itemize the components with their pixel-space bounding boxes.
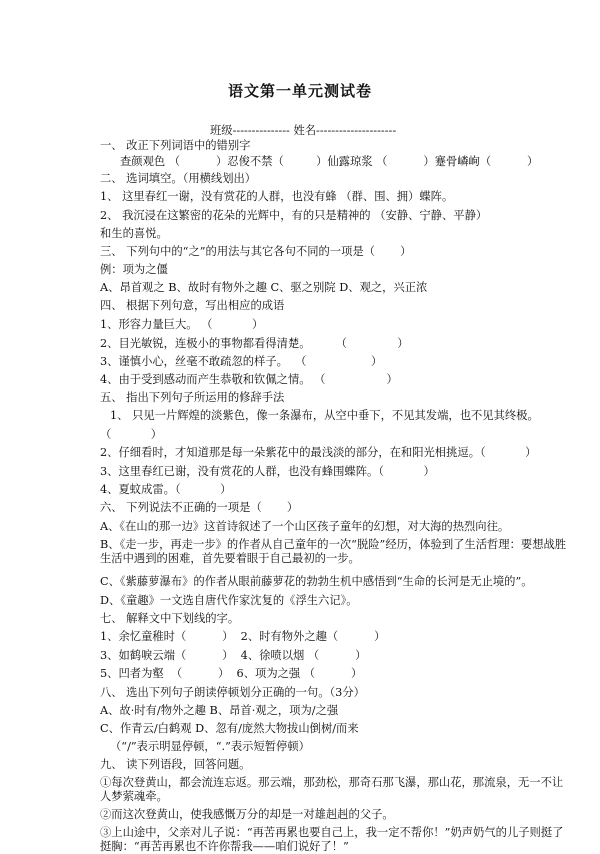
section-1-items: 查颜观色 （ ）忍俊不禁（ ）仙露琼浆 （ ）蹇骨嶙峋（ ） — [120, 155, 539, 168]
section-8-heading: 八、 选出下列句子朗读停顿划分正确的一句。（3分） — [100, 686, 365, 699]
section-7-heading: 七、 解释文中下划线的字。 — [100, 612, 240, 625]
section-8-note: （“/”表示明显停顿，“.”表示短暂停顿） — [110, 740, 310, 753]
section-5-q1: 1、 只见一片辉煌的淡紫色，像一条瀑布，从空中垂下，不见其发端，也不见其终极。 — [110, 409, 539, 422]
section-2-heading: 二、 选词填空。（用横线划出） — [100, 172, 257, 185]
section-4-q2: 2、目光敏锐，连极小的事物都看得清楚。 （ ） — [100, 337, 409, 350]
section-3-options: A、昂首观之 B、故时有物外之趣 C、驱之别院 D、观之，兴正浓 — [100, 281, 428, 294]
section-9-heading: 九、 读下列语段，回答问题。 — [100, 758, 251, 771]
passage-para-3: ③上山途中，父亲对儿子说：“再苦再累也要自己上，我一定不帮你！”奶声奶气的儿子则挺了挺胸：“再苦再累也不许你帮我——咱们说好了！” — [100, 826, 564, 853]
section-6-heading: 六、 下列说法不正确的一项是（ ） — [100, 501, 299, 514]
section-5-q1-answer: （ ） — [100, 428, 163, 441]
section-6-option-a: A、《在山的那一边》这首诗叙述了一个山区孩子童年的幻想，对大海的热烈向往。 — [100, 520, 510, 533]
section-5-q4: 4、夏蚊成雷。（ ） — [100, 483, 232, 496]
section-7-row3: 5、凹者为壑 （ ） 6、项为之强 （ ） — [100, 667, 363, 680]
section-2-q1: 1、 这里春红一谢，没有赏花的人群，也没有蜂 （群、围、拥）蝶阵。 — [100, 190, 454, 203]
section-5-heading: 五、 指出下列句子所运用的修辞手法 — [100, 391, 285, 404]
passage-para-2: ②而这次登黄山，使我感慨万分的却是一对雄赳赳的父子。 — [100, 808, 394, 821]
section-3-heading: 三、 下列句中的“之”的用法与其它各句不同的一项是（ ） — [100, 245, 412, 258]
section-4-q1: 1、形容力量巨大。 （ ） — [100, 318, 264, 331]
class-name-line: 班级--------------- 姓名--------------------- — [210, 124, 397, 137]
section-7-row1: 1、余忆童稚时（ ） 2、时有物外之趣（ ） — [100, 630, 386, 643]
section-8-option-ab: A、故·时有/物外之趣 B、昂首·观之，项为/之强 — [100, 704, 339, 717]
passage-para-1: ①每次登黄山，都会流连忘返。那云端，那劲松，那奇石那飞瀑，那山花，那流泉，无一不让人梦萦魂牵。 — [100, 776, 564, 803]
section-7-row2: 3、如鹤唳云端（ ） 4、徐喷以烟 （ ） — [100, 649, 367, 662]
section-5-q2: 2、仔细看时，才知道那是每一朵紫花中的最浅淡的部分，在和阳光相挑逗。（ ） — [100, 446, 537, 459]
section-4-heading: 四、 根据下列句意，写出相应的成语 — [100, 299, 285, 312]
section-3-example: 例：项为之僵 — [100, 263, 168, 276]
page-title: 语文第一单元测试卷 — [227, 82, 372, 100]
section-6-option-b: B、《走一步，再走一步》的作者从自己童年的一次“脱险”经历，体验到了生活哲理：要想战胜生活中遇到的困难，首先要着眼于自己最初的一步。 — [100, 538, 567, 565]
section-6-option-d: D、《童趣》一文选自唐代作家沈复的《浮生六记》。 — [100, 594, 358, 607]
section-2-q2-cont: 和生的喜悦。 — [100, 227, 168, 240]
section-4-q4: 4、由于受到感动而产生恭敬和钦佩之情。 （ ） — [100, 373, 398, 386]
section-6-option-c: C、《紫藤萝瀑布》的作者从眼前藤萝花的勃勃生机中感悟到“生命的长河是无止境的”。 — [100, 575, 533, 588]
section-5-q3: 3、这里春红已谢，没有赏花的人群，也没有蜂围蝶阵。（ ） — [100, 465, 435, 478]
section-8-option-cd: C、作青云/白鹤观 D、忽有/庞然大物拔山倒树/而来 — [100, 722, 359, 735]
section-4-q3: 3、谨慎小心，丝毫不敢疏忽的样子。 （ ） — [100, 355, 383, 368]
section-2-q2: 2、 我沉浸在这繁密的花朵的光辉中，有的只是精神的 （安静、宁静、平静） — [100, 209, 488, 222]
section-1-heading: 一、 改正下列词语中的错别字 — [100, 139, 251, 152]
